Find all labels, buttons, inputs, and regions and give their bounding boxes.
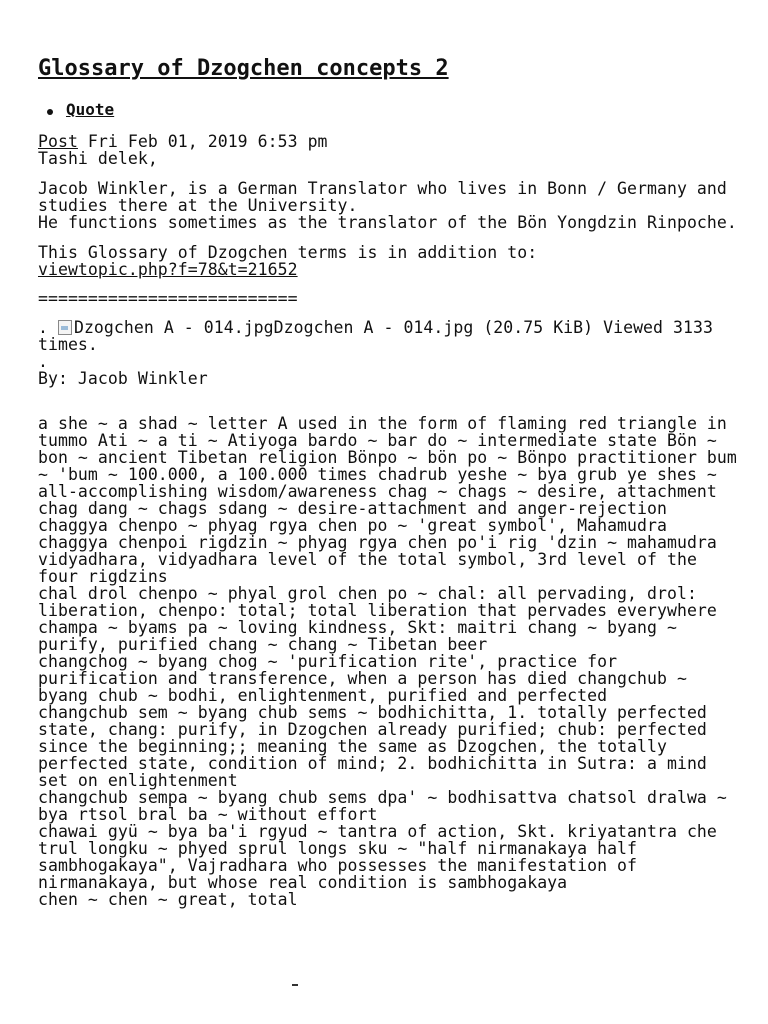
dot-line: . xyxy=(38,352,48,371)
intro-paragraph-1: Jacob Winkler, is a German Translator who lives in Bonn / Germany and studies there at the University. xyxy=(38,179,727,215)
viewtopic-link[interactable]: viewtopic.php?f=78&t=21652 xyxy=(38,260,298,279)
glossary-entries xyxy=(38,415,738,908)
post-body xyxy=(38,133,738,908)
glossary-entry: a she ~ a shad ~ letter A used in the form of flaming red triangle in tummo Ati ~ a ti ~ Atiyoga bardo ~ bar do ~ intermediate state Bön ~ bon ~ ancient Tibetan religion Bönpo ~ bön po ~ Bönpo practitioner bum ~ 'bum ~ 100.000, a 100.000 times chadrub yeshe ~ bya grub ye shes ~ all-accomplishing wisdom/awareness chag ~ chags ~ desire, attachment chag dang ~ chags sdang ~ desire-attachment and anger-rejection chaggya chenpo ~ phyag rgya chen po ~ 'great symbol', Mahamudra xyxy=(38,414,737,535)
glossary-entry: changchub sempa ~ byang chub sems dpa' ~ bodhisattva chatsol dralwa ~ bya rtsol bral ba ~ without effort xyxy=(38,788,727,824)
glossary-entry: chaggya chenpoi rigdzin ~ phyag rgya chen po'i rig 'dzin ~ mahamudra vidyadhara, vidyadhara level of the total symbol, 3rd level of the four rigdzins xyxy=(38,533,717,586)
page-edge-mark xyxy=(292,984,298,986)
separator-line: ========================== xyxy=(38,289,298,308)
attachment-line xyxy=(38,319,738,353)
post-meta xyxy=(38,133,738,150)
glossary-entry: changchog ~ byang chog ~ 'purification rite', practice for purification and transference, when a person has died changchub ~ byang chub ~ bodhi, enlightenment, purified and perfected xyxy=(38,652,687,705)
attachment-alt: Dzogchen A - 014.jpg xyxy=(73,318,274,337)
glossary-entry: chawai gyü ~ bya ba'i rgyud ~ tantra of action, Skt. kriyatantra che trul longku ~ phyed sprul longs sku ~ "half nirmanakaya half sambhogakaya", Vajradhara who possesses the manifestation of nirmanakaya, but whose real condition is sambhogakaya xyxy=(38,822,717,892)
attachment-prefix: . xyxy=(38,318,48,337)
glossary-entry: chal drol chenpo ~ phyal grol chen po ~ chal: all pervading, drol: liberation, chenpo: total; total liberation that pervades everywhere xyxy=(38,584,717,620)
post-actions-list xyxy=(38,100,114,120)
post-date: Fri Feb 01, 2019 6:53 pm xyxy=(77,132,328,151)
addition-text: This Glossary of Dzogchen terms is in addition to: xyxy=(38,243,538,262)
intro-paragraph-2: He functions sometimes as the translator of the Bön Yongdzin Rinpoche. xyxy=(38,213,737,232)
page-title: Glossary of Dzogchen concepts 2 xyxy=(38,56,449,81)
glossary-entry: chen ~ chen ~ great, total xyxy=(38,890,298,909)
broken-image-icon[interactable] xyxy=(58,320,72,335)
spacer xyxy=(38,387,738,415)
glossary-entry: changchub sem ~ byang chub sems ~ bodhichitta, 1. totally perfected state, chang: purify, in Dzogchen already purified; chub: perfected since the beginning;; meaning the same as Dzogchen, the totally perfected state, condition of mind; 2. bodhichitta in Sutra: a mind set on enlightenment xyxy=(38,703,707,790)
quote-link[interactable]: Quote xyxy=(66,100,115,119)
byline: By: Jacob Winkler xyxy=(38,369,208,388)
glossary-entry: champa ~ byams pa ~ loving kindness, Skt: maitri chang ~ byang ~ purify, purified chang ~ chang ~ Tibetan beer xyxy=(38,618,677,654)
attachment-caption: Dzogchen A - 014.jpg (20.75 KiB) Viewed 3133 times. xyxy=(38,318,713,354)
quote-list-item xyxy=(38,100,114,120)
post-link[interactable]: Post xyxy=(38,132,78,151)
greeting: Tashi delek, xyxy=(38,149,158,168)
